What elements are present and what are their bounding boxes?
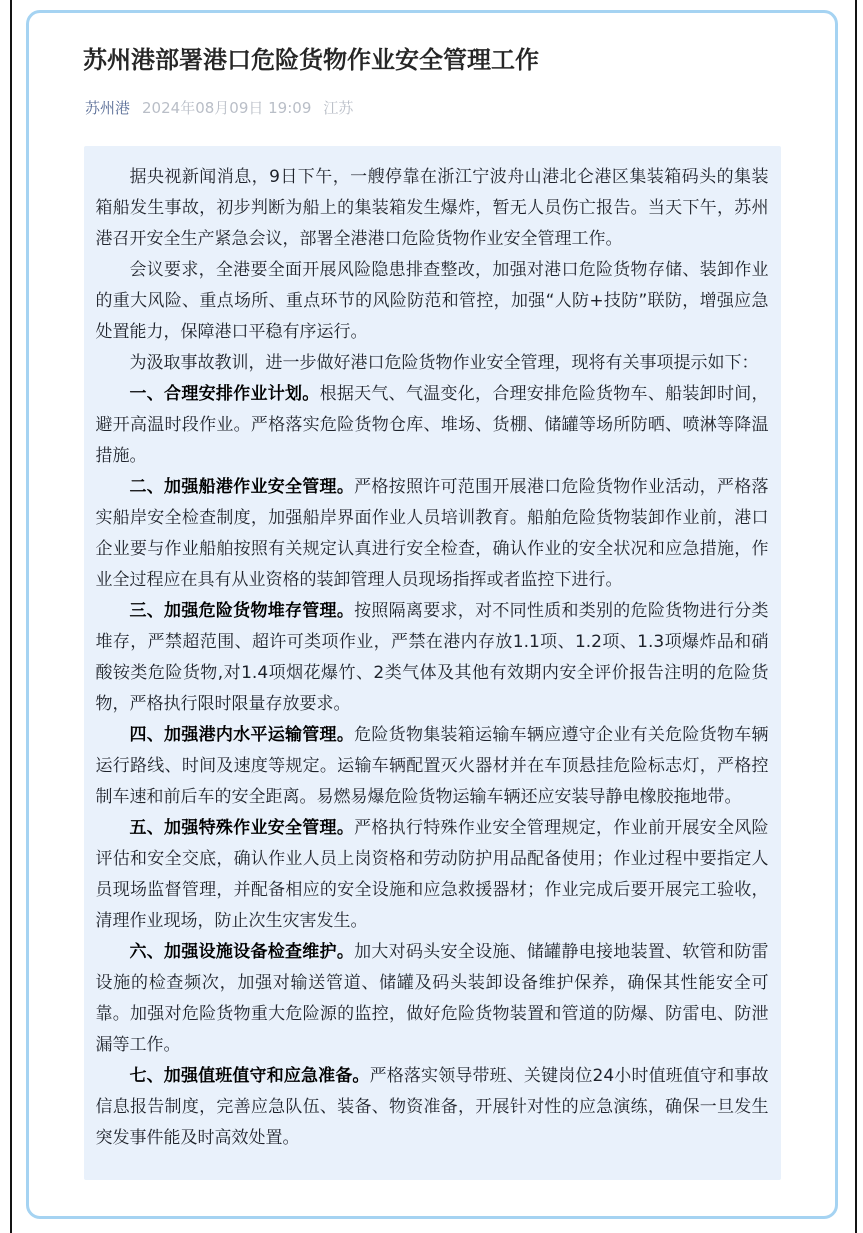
paragraph-lead: 一、合理安排作业计划。 xyxy=(129,384,320,404)
paragraph-text: 据央视新闻消息，9日下午，一艘停靠在浙江宁波舟山港北仑港区集装箱码头的集装箱船发生事故，初步判断为船上的集装箱发生爆炸，暂无人员伤亡报告。当天下午，苏州港召开安全生产紧急会议，部署全港港口危险货物作业安全管理工作。 xyxy=(95,167,769,249)
paragraph-text: 严格执行特殊作业安全管理规定，作业前开展安全风险评估和安全交底，确认作业人员上岗资格和劳动防护用品配备使用；作业过程中要指定人员现场监督管理，并配备相应的安全设施和应急救援器材；作业完成后要开展完工验收，清理作业现场，防止次生灾害发生。 xyxy=(95,818,769,931)
paragraph-lead: 六、加强设施设备检查维护。 xyxy=(129,942,355,962)
article-meta-row xyxy=(85,97,779,118)
paragraph-text: 危险货物集装箱运输车辆应遵守企业有关危险货物车辆运行路线、时间及速度等规定。运输车辆配置灭火器材并在车顶悬挂危险标志灯，严格控制车速和前后车的安全距离。易燃易爆危险货物运输车辆还应安装导静电橡胶拖地带。 xyxy=(95,725,769,807)
paragraph-text: 严格落实领导带班、关键岗位24小时值班值守和事故信息报告制度，完善应急队伍、装备、物资准备，开展针对性的应急演练，确保一旦发生突发事件能及时高效处置。 xyxy=(95,1066,769,1148)
paragraph-text: 为汲取事故教训，进一步做好港口危险货物作业安全管理，现将有关事项提示如下： xyxy=(129,353,759,373)
publish-datetime: 2024年08月09日 19:09 xyxy=(142,99,312,117)
window-frame-left-edge xyxy=(10,0,12,1233)
article-paragraph xyxy=(96,1061,769,1154)
article-paragraph xyxy=(96,162,769,255)
publish-location: 江苏 xyxy=(323,99,354,117)
paragraph-text: 会议要求，全港要全面开展风险隐患排查整改，加强对港口危险货物存储、装卸作业的重大风险、重点场所、重点环节的风险防范和管控，加强“人防+技防”联防，增强应急处置能力，保障港口平稳有序运行。 xyxy=(95,260,769,342)
window-frame-right-edge xyxy=(855,0,857,1233)
article-paragraph xyxy=(96,255,769,348)
page-title: 苏州港部署港口危险货物作业安全管理工作 xyxy=(83,46,539,74)
paragraph-lead: 五、加强特殊作业安全管理。 xyxy=(129,818,355,838)
paragraph-lead: 四、加强港内水平运输管理。 xyxy=(129,725,355,745)
paragraph-text: 严格按照许可范围开展港口危险货物作业活动，严格落实船岸安全检查制度，加强船岸界面作业人员培训教育。船舶危险货物装卸作业前，港口企业要与作业船舶按照有关规定认真进行安全检查，确认作业的安全状况和应急措施，作业全过程应在具有从业资格的装卸管理人员现场指挥或者监控下进行。 xyxy=(95,477,769,590)
article-card xyxy=(26,10,838,1219)
article-paragraph xyxy=(96,348,769,379)
article-paragraph xyxy=(96,813,769,937)
paragraph-text: 按照隔离要求，对不同性质和类别的危险货物进行分类堆存，严禁超范围、超许可类项作业，严禁在港内存放1.1项、1.2项、1.3项爆炸品和硝酸铵类危险货物,对1.4项烟花爆竹、2类气体及其他有效期内安全评价报告注明的危险货物，严格执行限时限量存放要求。 xyxy=(95,601,769,714)
article-paragraph xyxy=(96,720,769,813)
source-account-link[interactable]: 苏州港 xyxy=(85,99,131,117)
paragraph-text: 加大对码头安全设施、储罐静电接地装置、软管和防雷设施的检查频次，加强对输送管道、储罐及码头装卸设备维护保养，确保其性能安全可靠。加强对危险货物重大危险源的监控，做好危险货物装置和管道的防爆、防雷电、防泄漏等工作。 xyxy=(95,942,769,1055)
paragraph-lead: 三、加强危险货物堆存管理。 xyxy=(129,601,355,621)
article-body xyxy=(84,146,781,1180)
article-paragraph xyxy=(96,937,769,1061)
article-paragraph xyxy=(96,472,769,596)
paragraph-text: 根据天气、气温变化，合理安排危险货物车、船装卸时间，避开高温时段作业。严格落实危险货物仓库、堆场、货棚、储罐等场所防晒、喷淋等降温措施。 xyxy=(95,384,769,466)
paragraph-lead: 七、加强值班值守和应急准备。 xyxy=(129,1066,370,1086)
article-paragraph xyxy=(96,596,769,720)
paragraph-lead: 二、加强船港作业安全管理。 xyxy=(129,477,355,497)
article-paragraph xyxy=(96,379,769,472)
